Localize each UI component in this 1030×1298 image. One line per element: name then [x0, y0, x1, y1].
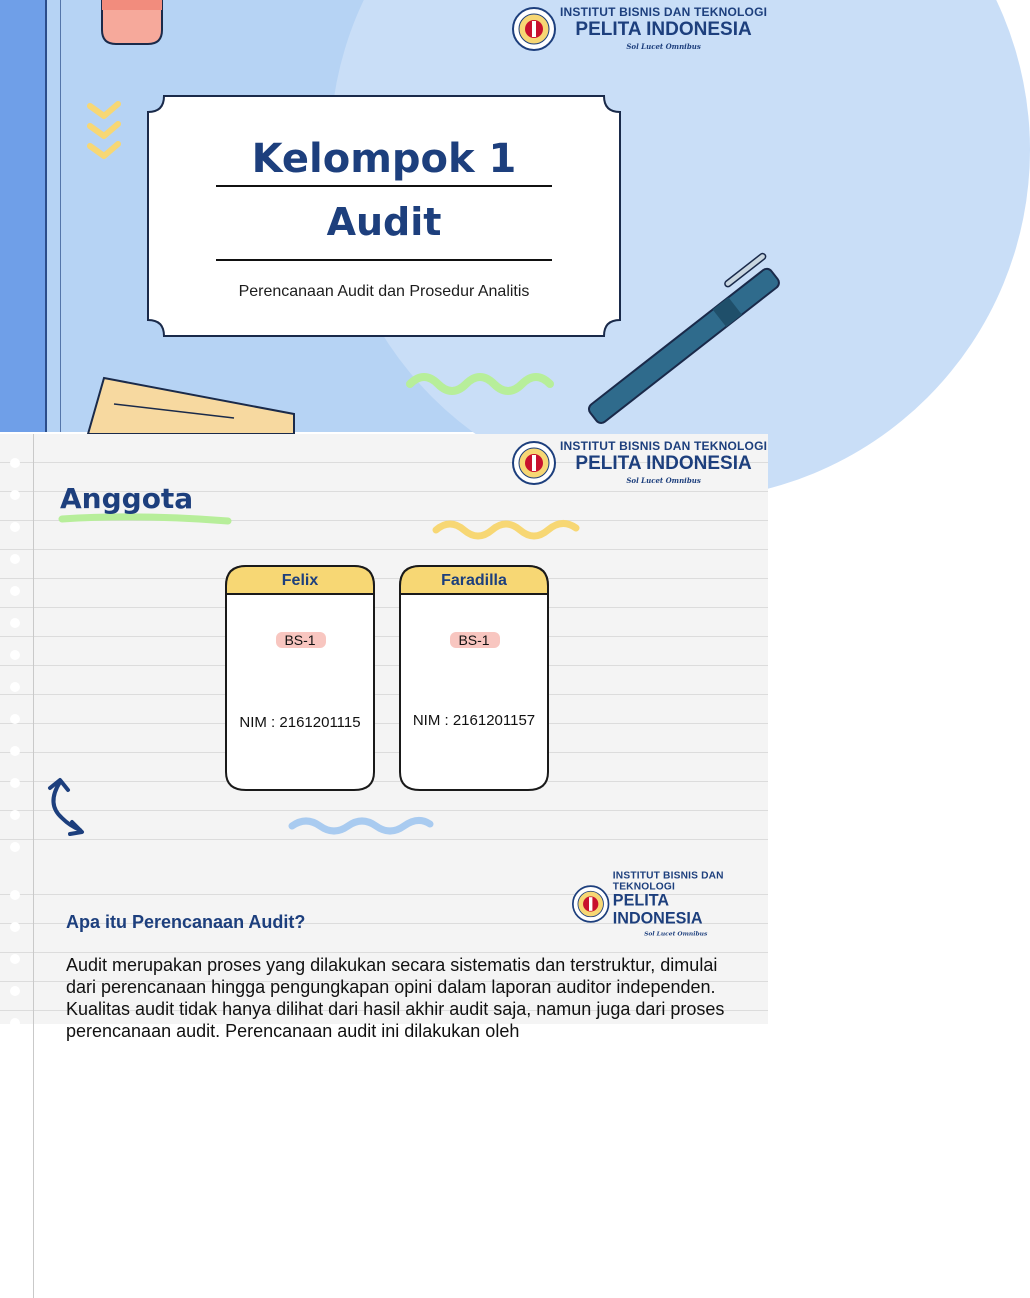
subject-title: Audit: [326, 200, 442, 244]
binder-hole: [10, 618, 20, 628]
binder-hole: [10, 778, 20, 788]
section-heading: Apa itu Perencanaan Audit?: [66, 912, 306, 932]
member-class-badge: BS-1: [284, 632, 316, 648]
logo-line2: PELITA INDONESIA: [575, 19, 752, 40]
squiggle-decoration: [430, 518, 580, 544]
logo-motto: Sol Lucet Omnibus: [644, 929, 708, 938]
binder-hole: [10, 522, 20, 532]
binder-hole: [10, 554, 20, 564]
seal-icon: [512, 7, 556, 51]
slide-title: [0, 0, 768, 432]
notebook-spine: [0, 0, 46, 432]
slide-subtitle: Perencanaan Audit dan Prosedur Analitis: [238, 283, 530, 300]
logo-line1: INSTITUT BISNIS DAN TEKNOLOGI: [560, 5, 768, 19]
binder-hole: [10, 714, 20, 724]
binder-hole: [10, 1018, 20, 1028]
eraser-decoration: [92, 0, 172, 48]
binder-hole: [10, 922, 20, 932]
curved-arrow-icon: [40, 774, 96, 838]
member-name: Faradilla: [441, 572, 507, 589]
spine-line: [60, 0, 61, 432]
binder-hole: [10, 842, 20, 852]
member-nim: NIM : 2161201115: [239, 714, 361, 731]
squiggle-decoration: [404, 368, 554, 398]
slide-definition: [0, 866, 768, 1041]
logo-motto: Sol Lucet Omnibus: [626, 42, 701, 51]
binder-hole: [10, 890, 20, 900]
squiggle-decoration: [286, 814, 436, 838]
spine-line: [45, 0, 47, 432]
binder-hole: [10, 810, 20, 820]
title-card: [148, 96, 620, 336]
slide-members: [0, 434, 768, 866]
seal-icon: [512, 441, 556, 485]
chevron-decoration-icon: [84, 96, 128, 166]
body-paragraph: Audit merupakan proses yang dilakukan secara sistematis dan terstruktur, dimulai dari perencanaan hingga pengungkapan opini dalam laporan auditor independen. Kualitas audit tidak hanya dilihat dari hasil akhir audit saja, namun juga dari proses perencanaan audit. Perencanaan audit ini dilakukan oleh: [66, 955, 725, 1041]
section-heading: Anggota: [60, 482, 194, 515]
paper-decoration: [84, 374, 304, 434]
logo-line1: INSTITUT BISNIS DAN TEKNOLOGI: [612, 869, 724, 893]
seal-icon: [572, 885, 609, 922]
binder-hole: [10, 746, 20, 756]
binder-hole: [10, 490, 20, 500]
institution-logo: [512, 440, 767, 485]
binder-hole: [10, 986, 20, 996]
binder-hole: [10, 586, 20, 596]
member-name: Felix: [281, 572, 319, 589]
logo-line2: PELITA INDONESIA: [612, 892, 703, 928]
member-class-badge: BS-1: [458, 632, 490, 648]
logo-line1: INSTITUT BISNIS DAN TEKNOLOGI: [560, 439, 768, 453]
page-title: Kelompok 1: [251, 136, 517, 182]
institution-logo: [572, 870, 739, 937]
member-cards-frame: [220, 562, 560, 796]
logo-line2: PELITA INDONESIA: [575, 453, 752, 474]
institution-logo: [512, 6, 767, 51]
binder-hole: [10, 650, 20, 660]
binder-hole: [10, 458, 20, 468]
binder-hole: [10, 954, 20, 964]
binder-hole: [10, 682, 20, 692]
member-nim: NIM : 2161201157: [412, 712, 536, 729]
logo-motto: Sol Lucet Omnibus: [626, 476, 701, 485]
margin-line: [33, 434, 34, 866]
margin-line: [33, 866, 34, 1298]
